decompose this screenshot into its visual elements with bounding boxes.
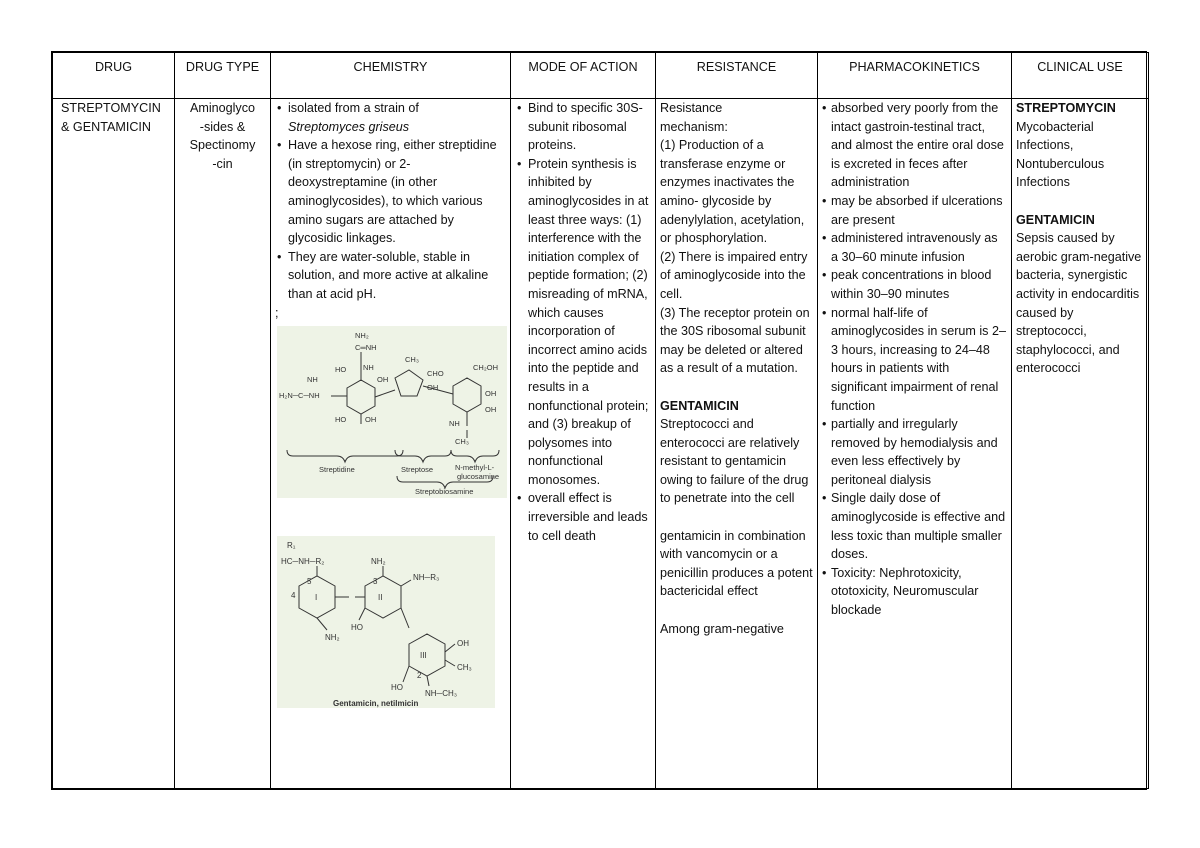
streptomycin-label: NH	[449, 419, 460, 429]
streptomycin-label: CHO	[427, 369, 444, 379]
gentamicin-label: 4	[291, 591, 296, 601]
spacer	[660, 508, 813, 527]
gentamicin-label: HC─NH─R₂	[281, 557, 325, 567]
drug-type-line: Spectinomy	[189, 138, 256, 153]
streptomycin-label: NH	[363, 363, 374, 373]
drug-table	[52, 52, 1149, 789]
cell-pharmacokinetics	[818, 99, 1012, 789]
gentamicin-caption: Gentamicin, netilmicin	[333, 699, 419, 709]
chemistry-semicolon: ;	[275, 305, 279, 320]
drug-name-line2: & GENTAMICIN	[61, 119, 152, 134]
gentamicin-label: HO	[391, 683, 403, 693]
chemistry-species: Streptomyces griseus	[288, 119, 410, 134]
streptomycin-label: CH₂OH	[473, 363, 498, 373]
spacer	[1016, 192, 1144, 211]
list-item: • may be absorbed if ulcerations are present	[822, 192, 1007, 229]
streptomycin-label: C═NH	[355, 343, 377, 353]
streptomycin-label: OH	[365, 415, 377, 425]
gentamicin-label: 2	[417, 671, 422, 681]
streptomycin-label: NH₂	[355, 331, 369, 341]
streptomycin-label: HO	[335, 365, 347, 375]
streptomycin-label: glucosamine	[457, 472, 500, 482]
resistance-mechanism-1: (1) Production of a transferase enzyme or enzymes inactivates the amino- glycoside by adenylylation, acetylation, or phosphorylation.	[660, 138, 805, 246]
streptomycin-label: OH	[377, 375, 389, 385]
streptomycin-label: OH	[427, 383, 439, 393]
header-clinical-use: CLINICAL USE	[1012, 53, 1149, 99]
table-row	[53, 99, 1149, 789]
streptomycin-label: Streptobiosamine	[415, 487, 474, 497]
cell-mode-of-action	[511, 99, 656, 789]
spacer	[660, 378, 813, 397]
clinical-streptomycin-heading: STREPTOMYCIN	[1016, 101, 1116, 115]
list-item: • Toxicity: Nephrotoxicity, ototoxicity, Neuromuscular blockade	[822, 564, 1007, 620]
gentamicin-label: NH₂	[325, 633, 340, 643]
gentamicin-label: III	[420, 651, 427, 661]
cell-resistance	[656, 99, 818, 789]
streptomycin-label: CH₃	[405, 355, 419, 365]
streptomycin-label: NH	[307, 375, 318, 385]
header-drug-type: DRUG TYPE	[175, 53, 271, 99]
cell-chemistry	[271, 99, 511, 789]
header-mode-of-action: MODE OF ACTION	[511, 53, 656, 99]
header-pharmacokinetics: PHARMACOKINETICS	[818, 53, 1012, 99]
cell-clinical-use	[1012, 99, 1149, 789]
resistance-mechanism-2: (2) There is impaired entry of aminoglycoside into the cell.	[660, 249, 808, 301]
streptomycin-structure-figure	[277, 326, 507, 498]
list-item: • overall effect is irreversible and leads to cell death	[515, 489, 651, 545]
gentamicin-label: OH	[457, 639, 469, 649]
gentamicin-label: R₁	[287, 541, 296, 551]
streptomycin-label: Streptidine	[319, 465, 355, 475]
streptomycin-label: OH	[485, 405, 497, 415]
streptomycin-label: H₂N─C─NH	[279, 391, 320, 401]
gentamicin-label: NH₂	[371, 557, 386, 567]
list-item: • partially and irregularly removed by hemodialysis and even less effectively by peritoneal dialysis	[822, 415, 1007, 489]
chemistry-source-text: isolated from a strain of	[288, 101, 419, 115]
resistance-gram-negative-text: Among gram-negative	[660, 621, 784, 636]
drug-name-line1: STREPTOMYCIN	[61, 101, 161, 115]
resistance-gentamicin-heading: GENTAMICIN	[660, 398, 739, 413]
list-item: • normal half-life of aminoglycosides in serum is 2–3 hours, increasing to 24–48 hours in patients with significant impairment of renal function	[822, 304, 1007, 416]
gentamicin-label: I	[315, 593, 318, 603]
header-resistance: RESISTANCE	[656, 53, 818, 99]
resistance-combination-text: gentamicin in combination with vancomycin or a penicillin produces a potent bactericidal effect	[660, 528, 813, 599]
clinical-streptomycin-text: Mycobacterial Infections, Nontuberculous Infections	[1016, 119, 1105, 190]
gentamicin-label: II	[378, 593, 383, 603]
gentamicin-label: CH₃	[457, 663, 472, 673]
mode-of-action-list	[515, 99, 651, 545]
drug-type-line: -sides &	[199, 119, 246, 134]
header-row	[53, 53, 1149, 99]
list-item: • administered intravenously as a 30–60 minute infusion	[822, 229, 1007, 266]
gentamicin-label: NH─R₃	[413, 573, 440, 583]
streptomycin-label: CH₃	[455, 437, 469, 447]
resistance-gentamicin-text: Streptococci and enterococci are relatively resistant to gentamicin owing to failure of the drug to penetrate into the cell	[660, 417, 809, 506]
clinical-gentamicin-heading: GENTAMICIN	[1016, 212, 1095, 227]
streptomycin-label: OH	[485, 389, 497, 399]
streptomycin-label: HO	[335, 415, 347, 425]
clinical-gentamicin-text: Sepsis caused by aerobic gram-negative bacteria, synergistic activity in endocarditis caused by streptococci, staphylococci, and enterococci	[1016, 231, 1142, 376]
resistance-title-line1: Resistance	[660, 101, 723, 115]
streptomycin-label: Streptose	[401, 465, 434, 475]
gentamicin-label: HO	[351, 623, 363, 633]
list-item	[275, 99, 506, 136]
list-item: • Single daily dose of aminoglycoside is effective and less toxic than multiple smaller doses.	[822, 489, 1007, 563]
spacer	[660, 601, 813, 620]
header-chemistry: CHEMISTRY	[271, 53, 511, 99]
gentamicin-structure-figure	[277, 536, 495, 708]
list-item: • Protein synthesis is inhibited by aminoglycosides in at least three ways: (1) interference with the initiation complex of peptide formation; (2) misreading of mRNA, which causes incorporation of incorrect amino acids into the peptide and results in a nonfunctional protein; and (3) breakup of polysomes into nonfunctional monosomes.	[515, 155, 651, 490]
resistance-title-line2: mechanism:	[660, 119, 728, 134]
gentamicin-label: NH─CH₃	[425, 689, 458, 699]
drug-table-sheet	[51, 51, 1147, 790]
pharmacokinetics-list	[822, 99, 1007, 620]
chemistry-list	[275, 99, 506, 304]
list-item: • peak concentrations in blood within 30–90 minutes	[822, 266, 1007, 303]
list-item: • Bind to specific 30S-subunit ribosomal proteins.	[515, 99, 651, 155]
cell-drug-type	[175, 99, 271, 789]
list-item: • Have a hexose ring, either streptidine (in streptomycin) or 2-deoxystreptamine (in other aminoglycosides), to which various amino sugars are attached by glycosidic linkages.	[275, 136, 506, 248]
header-drug: DRUG	[53, 53, 175, 99]
drug-type-line: -cin	[212, 156, 233, 171]
streptomycin-label: N-methyl-L-	[455, 463, 495, 473]
gentamicin-label: 3	[373, 577, 378, 587]
gentamicin-label: 5	[307, 577, 312, 587]
list-item: • They are water-soluble, stable in solution, and more active at alkaline than at acid pH.	[275, 248, 506, 304]
list-item: • absorbed very poorly from the intact gastroin-testinal tract, and almost the entire oral dose is excreted in feces after administration	[822, 99, 1007, 192]
cell-drug	[53, 99, 175, 789]
resistance-mechanism-3: (3) The receptor protein on the 30S ribosomal subunit may be deleted or altered as a result of a mutation.	[660, 305, 810, 376]
drug-type-line: Aminoglyco	[189, 101, 256, 115]
